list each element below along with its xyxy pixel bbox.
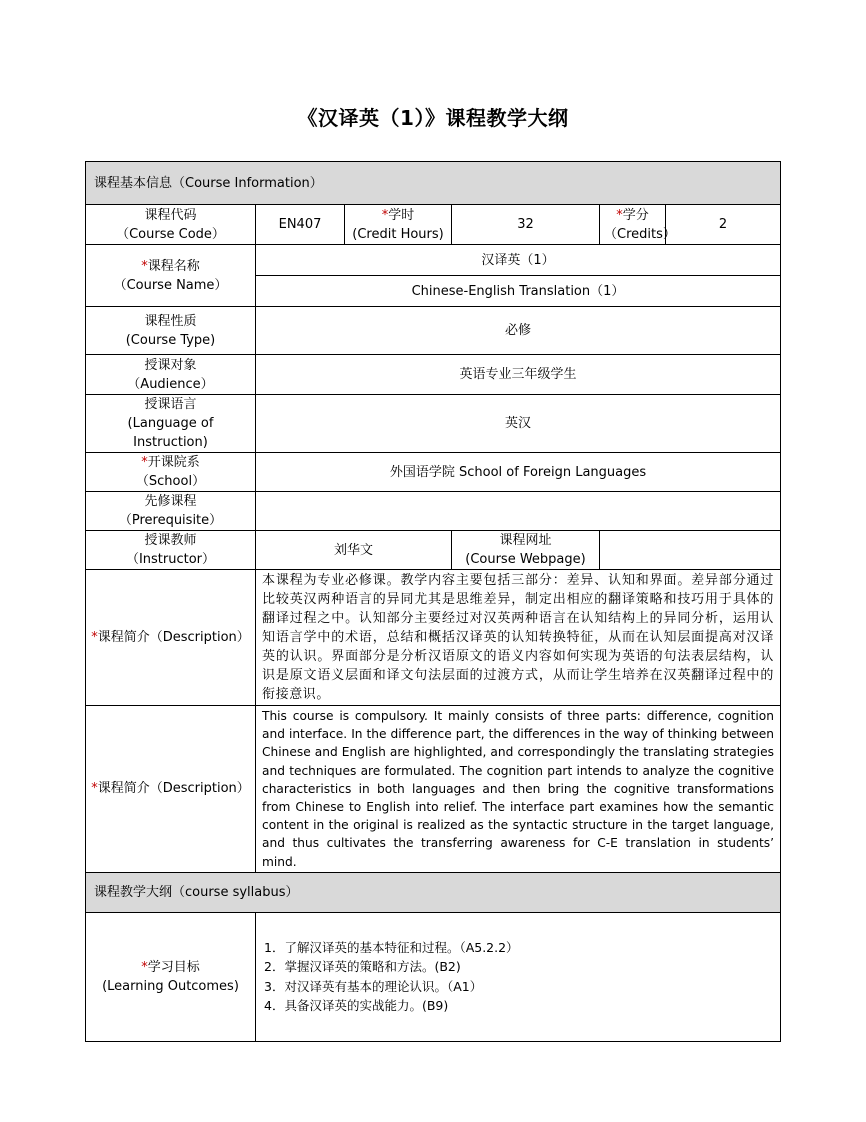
syllabus-header-row — [86, 872, 781, 912]
list-item: 1．了解汉译英的基本特征和过程。（A5.2.2） — [264, 939, 519, 955]
required-mark: * — [381, 207, 389, 223]
prerequisite-value — [256, 492, 781, 531]
description-en-text: This course is compulsory. It mainly consists of three parts: difference, cognition and interface. In the difference part, the differences in the way of thinking between Chinese and English are highlighted, and correspondingly the translating strategies and techniques are formulated. The cognition part intends to analyze the cognitive characteristics in both languages and then bring the cognitive transformations from Chinese to English into relief. The interface part examines how the semantic content in the original is realized as the syntactic structure in the target language, and thus cultivates the transferring awareness for C-E translation in students’ mind. — [256, 706, 781, 873]
audience-row — [86, 355, 781, 395]
audience-label: 授课对象 （Audience） — [86, 355, 256, 395]
instructor-row — [86, 531, 781, 570]
course-type-label: 课程性质 (Course Type) — [86, 307, 256, 355]
description-cn-row — [86, 570, 781, 706]
prerequisite-label: 先修课程 （Prerequisite） — [86, 492, 256, 531]
instructor-value: 刘华文 — [256, 531, 452, 570]
school-row — [86, 453, 781, 492]
learning-outcomes-value — [256, 912, 781, 1041]
required-mark: * — [616, 207, 623, 223]
course-webpage-value — [600, 531, 781, 570]
course-name-label: *课程名称 （Course Name） — [86, 245, 256, 307]
credits-value: 2 — [666, 205, 781, 245]
page-title: 《汉译英（1）》课程教学大纲 — [297, 106, 569, 130]
list-item: 2．掌握汉译英的策略和方法。(B2) — [264, 959, 461, 975]
language-value: 英汉 — [256, 395, 781, 453]
course-name-en-value: Chinese-English Translation（1） — [256, 276, 781, 307]
description-cn-label: *课程简介（Description） — [86, 570, 256, 706]
language-label: 授课语言 (Language of Instruction) — [86, 395, 256, 453]
required-mark: * — [141, 959, 148, 975]
learning-outcomes-row — [86, 912, 781, 1041]
description-en-row — [86, 706, 781, 873]
section-header-row — [86, 162, 781, 205]
course-name-cn-value: 汉译英（1） — [256, 245, 781, 276]
course-type-row — [86, 307, 781, 355]
list-item: 3．对汉译英有基本的理论认识。（A1） — [264, 978, 483, 994]
language-row — [86, 395, 781, 453]
course-type-value: 必修 — [256, 307, 781, 355]
required-mark: * — [141, 258, 148, 274]
instructor-label: 授课教师 （Instructor） — [86, 531, 256, 570]
required-mark: * — [141, 455, 148, 470]
course-name-row-cn — [86, 245, 781, 276]
credit-hours-label: *学时 (Credit Hours) — [345, 205, 452, 245]
description-cn-text: 本课程为专业必修课。教学内容主要包括三部分：差异、认知和界面。差异部分通过比较英汉两种语言的异同尤其是思维差异，制定出相应的翻译策略和技巧用于具体的翻译过程之中。认知部分主要经过对汉英两种语言在认知结构上的异同分析，运用认知语言学中的术语，总结和概括汉译英的认知转换特征，从而在认知层面提高对汉译英的认识。界面部分是分析汉语原文的语义内容如何实现为英语的句法表层结构，认识是原文语义层面和译文句法层面的过渡方式，从而让学生培养在汉英翻译过程中的衔接意识。 — [256, 570, 781, 706]
school-value: 外国语学院 School of Foreign Languages — [256, 453, 781, 492]
syllabus-table — [85, 161, 781, 1042]
course-code-label: 课程代码 （Course Code） — [86, 205, 256, 245]
section-course-information: 课程基本信息（Course Information） — [86, 162, 781, 205]
prerequisite-row — [86, 492, 781, 531]
learning-outcomes-list — [264, 938, 776, 1016]
section-course-syllabus: 课程教学大纲（course syllabus） — [86, 872, 781, 912]
learning-outcomes-label: *学习目标 (Learning Outcomes) — [86, 912, 256, 1041]
required-mark: * — [91, 630, 98, 645]
list-item: 4．具备汉译英的实战能力。(B9) — [264, 998, 449, 1014]
audience-value: 英语专业三年级学生 — [256, 355, 781, 395]
description-en-label: *课程简介（Description） — [86, 706, 256, 873]
credits-label: *学分 （Credits） — [600, 205, 666, 245]
course-webpage-label: 课程网址 (Course Webpage) — [452, 531, 600, 570]
course-code-value: EN407 — [256, 205, 345, 245]
course-code-row — [86, 205, 781, 245]
required-mark: * — [91, 781, 98, 797]
school-label: *开课院系 （School） — [86, 453, 256, 492]
credit-hours-value: 32 — [452, 205, 600, 245]
